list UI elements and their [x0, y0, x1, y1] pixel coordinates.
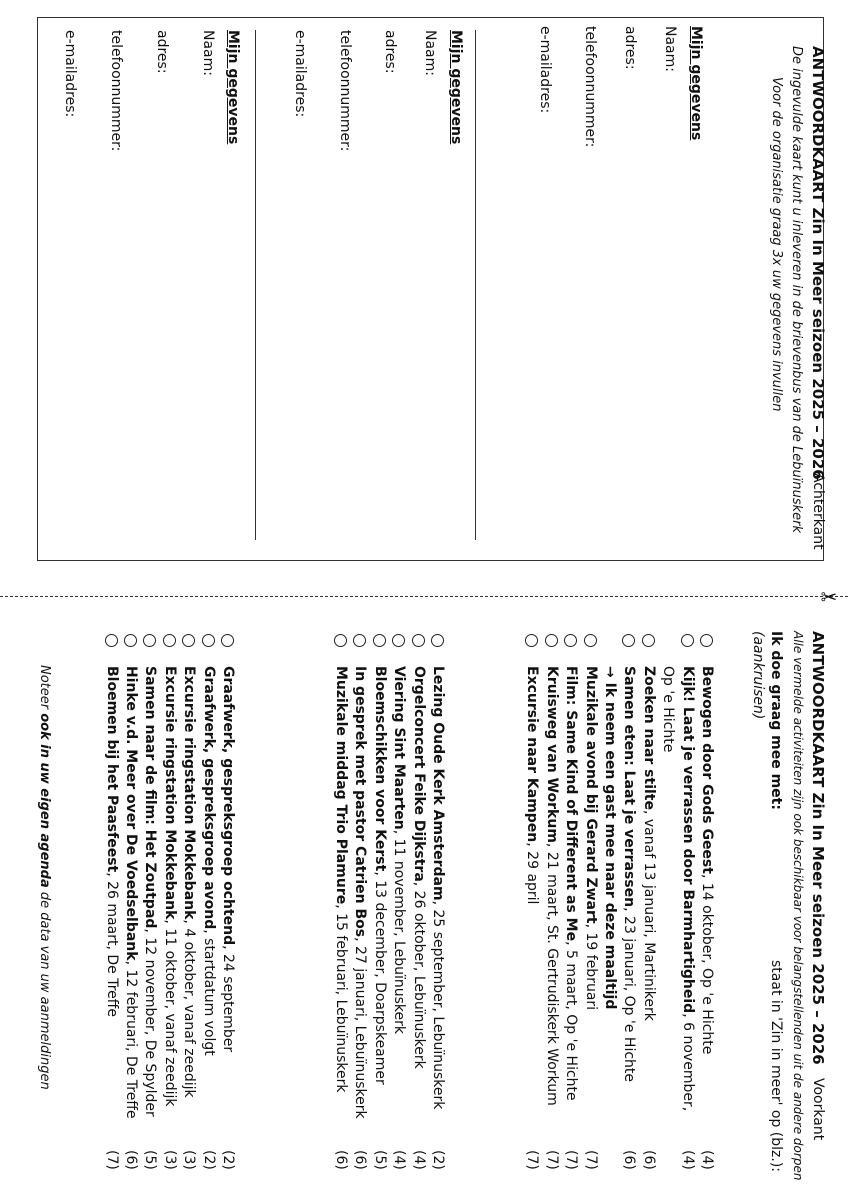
- checkbox-circle[interactable]: [163, 634, 176, 647]
- activity-continuation: Op 'e Hichte: [660, 666, 677, 753]
- activity-page-number: (6): [621, 1150, 638, 1170]
- checkbox-circle[interactable]: [221, 634, 234, 647]
- checkbox-circle[interactable]: [182, 634, 195, 647]
- activity-details: , 23 januari, Op 'e Hichte: [621, 907, 638, 1083]
- back-block-3-address-label: adres:: [154, 30, 170, 74]
- activity-item: [179, 666, 199, 1098]
- activity-item: [678, 666, 698, 1111]
- activity-title: Excursie ringstation Mokkebank: [181, 666, 198, 920]
- back-block-2-heading: Mijn gegevens: [448, 30, 464, 145]
- checkbox-circle[interactable]: [622, 634, 635, 647]
- checkbox-circle[interactable]: [143, 634, 156, 647]
- checkbox-circle[interactable]: [202, 634, 215, 647]
- back-block-1-heading: Mijn gegevens: [688, 26, 704, 141]
- activity-details: , 21 maart, St. Gertrudiskerk Workum: [543, 842, 560, 1106]
- activity-item: [121, 666, 141, 1119]
- scissors-icon: ✂: [820, 585, 838, 609]
- activity-item: [428, 666, 448, 1109]
- activity-item: [639, 666, 659, 1021]
- activity-details: , 6 november,: [679, 1013, 696, 1112]
- activity-title: Viering Sint Maarten: [391, 666, 408, 830]
- activity-item: [542, 666, 562, 1106]
- activity-title: Film: Same Kind of Different as Me: [563, 666, 580, 942]
- activity-item: [350, 666, 370, 1119]
- checkbox-circle[interactable]: [564, 634, 577, 647]
- checkbox-circle[interactable]: [353, 634, 366, 647]
- activity-page-number: (5): [142, 1150, 159, 1170]
- activity-item: [409, 666, 429, 1069]
- activity-item: [600, 666, 620, 1009]
- checkbox-circle[interactable]: [373, 634, 386, 647]
- activity-title: Bloemen bij het Paasfeest: [103, 666, 120, 873]
- activity-item: [619, 666, 639, 1082]
- back-block-1-phone-label: telefoonnummer:: [582, 26, 598, 148]
- activity-page-number: (2): [200, 1150, 217, 1170]
- activity-title: → Ik neem een gast mee naar deze maaltijd: [602, 666, 618, 1010]
- activity-page-number: (6): [640, 1150, 657, 1170]
- checkbox-circle[interactable]: [681, 634, 694, 647]
- activity-title: Muzikale middag Trio Plamure: [333, 666, 349, 905]
- activity-title: Orgelconcert Feike Dijkstra: [410, 666, 427, 882]
- activity-details: , 26 oktober, Lebuïnuskerk: [410, 881, 427, 1069]
- activity-item: [160, 666, 180, 1107]
- checkbox-circle[interactable]: [412, 634, 425, 647]
- activity-details: , 24 september: [220, 945, 236, 1053]
- back-side-label: Achterkant: [810, 473, 826, 550]
- activity-details: , 13 december, Doarpskeamer: [371, 871, 388, 1085]
- front-footer-note: [34, 665, 54, 1090]
- activity-details: , 25 september, Lebuïnuskerk: [430, 900, 446, 1110]
- back-block-3-phone-label: telefoonnummer:: [108, 30, 124, 152]
- front-side-label: Voorkant: [810, 1078, 826, 1141]
- activity-page-number: (2): [220, 1150, 236, 1170]
- activity-item: [102, 666, 122, 1017]
- activity-page-number: (7): [543, 1150, 560, 1170]
- activity-page-number: (4): [679, 1150, 696, 1170]
- back-block-1-email-label: e-mailadres:: [537, 26, 553, 114]
- activity-page-number: (7): [582, 1150, 599, 1170]
- activity-item: [218, 666, 238, 1052]
- activity-page-number: (6): [333, 1150, 349, 1170]
- checkbox-circle[interactable]: [584, 634, 597, 647]
- back-block-3-heading: Mijn gegevens: [225, 30, 241, 145]
- activity-title: Zoeken naar stilte: [640, 666, 657, 810]
- activity-details: , 5 maart, Op 'e Hichte: [563, 941, 580, 1101]
- activity-item: [140, 666, 160, 1117]
- activity-item: [561, 666, 581, 1101]
- back-divider-2: [255, 30, 256, 540]
- front-intro-page-label: staat in 'Zin in meer' op (blz.):: [768, 960, 784, 1172]
- front-intro: Ik doe graag mee met:: [768, 631, 784, 810]
- activity-title: Bewogen door Gods Geest: [699, 666, 715, 874]
- activity-details: , 12 november, De Spylder: [142, 928, 159, 1117]
- activity-details: , 11 oktober, vanaf zeedijk: [161, 919, 178, 1107]
- back-block-1-address-label: adres:: [622, 26, 638, 70]
- activity-page-number: (7): [103, 1150, 120, 1170]
- front-intro-tick: (aankruisen): [750, 631, 766, 720]
- activity-item: [389, 666, 409, 1034]
- activity-details: , vanaf 13 januari, Martinikerk: [640, 810, 657, 1021]
- back-block-2-email-label: e-mailadres:: [292, 30, 308, 118]
- activity-details: , startdatum volgt: [200, 929, 217, 1056]
- activity-details: , 11 november, Lebuïnuskerk: [391, 829, 408, 1034]
- activity-title: Excursie naar Kampen: [524, 666, 541, 843]
- checkbox-circle[interactable]: [525, 634, 538, 647]
- activity-page-number: (2): [430, 1150, 446, 1170]
- activity-title: Excursie ringstation Mokkebank: [161, 666, 178, 920]
- activity-details: , 4 oktober, vanaf zeedijk: [181, 919, 198, 1098]
- back-block-1-name-label: Naam:: [662, 26, 678, 72]
- back-block-3-name-label: Naam:: [200, 30, 216, 76]
- activity-page-number: (6): [352, 1150, 369, 1170]
- activity-item: [199, 666, 219, 1056]
- checkbox-circle[interactable]: [545, 634, 558, 647]
- checkbox-circle[interactable]: [642, 634, 655, 647]
- back-title: ANTWOORDKAART Zin In Meer seizoen 2025 – 2026: [809, 46, 827, 480]
- back-block-2-phone-label: telefoonnummer:: [337, 30, 353, 152]
- checkbox-circle[interactable]: [431, 634, 444, 647]
- activity-item: [522, 666, 542, 904]
- checkbox-circle[interactable]: [105, 634, 118, 647]
- activity-details: , 14 oktober, Op 'e Hichte: [699, 873, 715, 1055]
- activity-page-number: (4): [410, 1150, 427, 1170]
- activity-page-number: (4): [391, 1150, 408, 1170]
- activity-page-number: (3): [181, 1150, 198, 1170]
- activity-title: In gesprek met pastor Catrien Bos: [352, 666, 369, 938]
- footer-bold: ook in uw eigen agenda: [37, 713, 52, 888]
- activity-details: , 29 april: [524, 842, 541, 905]
- activity-item: [697, 666, 717, 1054]
- activity-details: , 26 maart, De Treffe: [103, 872, 120, 1018]
- activity-details: , 12 februari, De Treffe: [123, 960, 139, 1119]
- activity-title: Kijk! Laat je verrassen door Barmhartigheid: [679, 666, 696, 1014]
- activity-page-number: (7): [563, 1150, 580, 1170]
- front-subtitle: Alle vermelde activiteiten zijn ook beschikbaar voor belangstellenden uit de andere dorpen: [791, 631, 805, 1181]
- activity-details: , 19 februari: [582, 923, 599, 1011]
- activity-title: Muzikale avond bij Gerard Zwart: [582, 666, 599, 924]
- activity-item: [331, 666, 351, 1093]
- activity-page-number: (3): [161, 1150, 178, 1170]
- activity-page-number: (7): [524, 1150, 541, 1170]
- activity-item: [370, 666, 390, 1085]
- footer-post: de data van uw aanmeldingen: [37, 887, 52, 1090]
- activity-page-number: (5): [371, 1150, 388, 1170]
- checkbox-circle[interactable]: [700, 634, 713, 647]
- activity-details: , 15 februari, Lebuïnuskerk: [333, 904, 349, 1093]
- back-divider-1: [475, 30, 476, 540]
- footer-pre: Noteer: [37, 665, 52, 714]
- back-block-2-address-label: adres:: [382, 30, 398, 74]
- activity-page-number: (6): [123, 1150, 139, 1170]
- checkbox-circle[interactable]: [392, 634, 405, 647]
- activity-item: [581, 666, 601, 1010]
- activity-details: , 27 januari, Lebuïnuskerk: [352, 937, 369, 1119]
- activity-page-number: (4): [699, 1150, 715, 1170]
- back-note-2: Voor de organisatie graag 3x uw gegevens invullen: [769, 77, 784, 412]
- back-note-1: De ingevulde kaart kunt u inleveren in de brievenbus van de Lebuïnuskerk: [789, 46, 804, 533]
- activity-title: Bloemschikken voor Kerst: [371, 666, 388, 872]
- activity-title: Samen eten: Laat je verrassen: [621, 666, 638, 908]
- back-block-2-name-label: Naam:: [422, 30, 438, 76]
- checkbox-circle[interactable]: [334, 634, 347, 647]
- activity-title: Samen naar de film: Het Zoutpad: [142, 666, 159, 929]
- cut-line: [0, 596, 848, 597]
- activity-title: Kruisweg van Workum: [543, 666, 560, 843]
- activity-title: Graafwerk, gespreksgroep ochtend: [220, 666, 236, 946]
- activity-title: Graafwerk, gespreksgroep avond: [200, 666, 217, 930]
- activity-title: Hinke v.d. Meer over De Voedselbank: [123, 666, 139, 961]
- checkbox-circle[interactable]: [124, 634, 137, 647]
- front-title: ANTWOORDKAART Zin In Meer seizoen 2025 – 2026: [809, 631, 827, 1065]
- back-block-3-email-label: e-mailadres:: [62, 30, 78, 118]
- activity-title: Lezing Oude Kerk Amsterdam: [430, 666, 446, 901]
